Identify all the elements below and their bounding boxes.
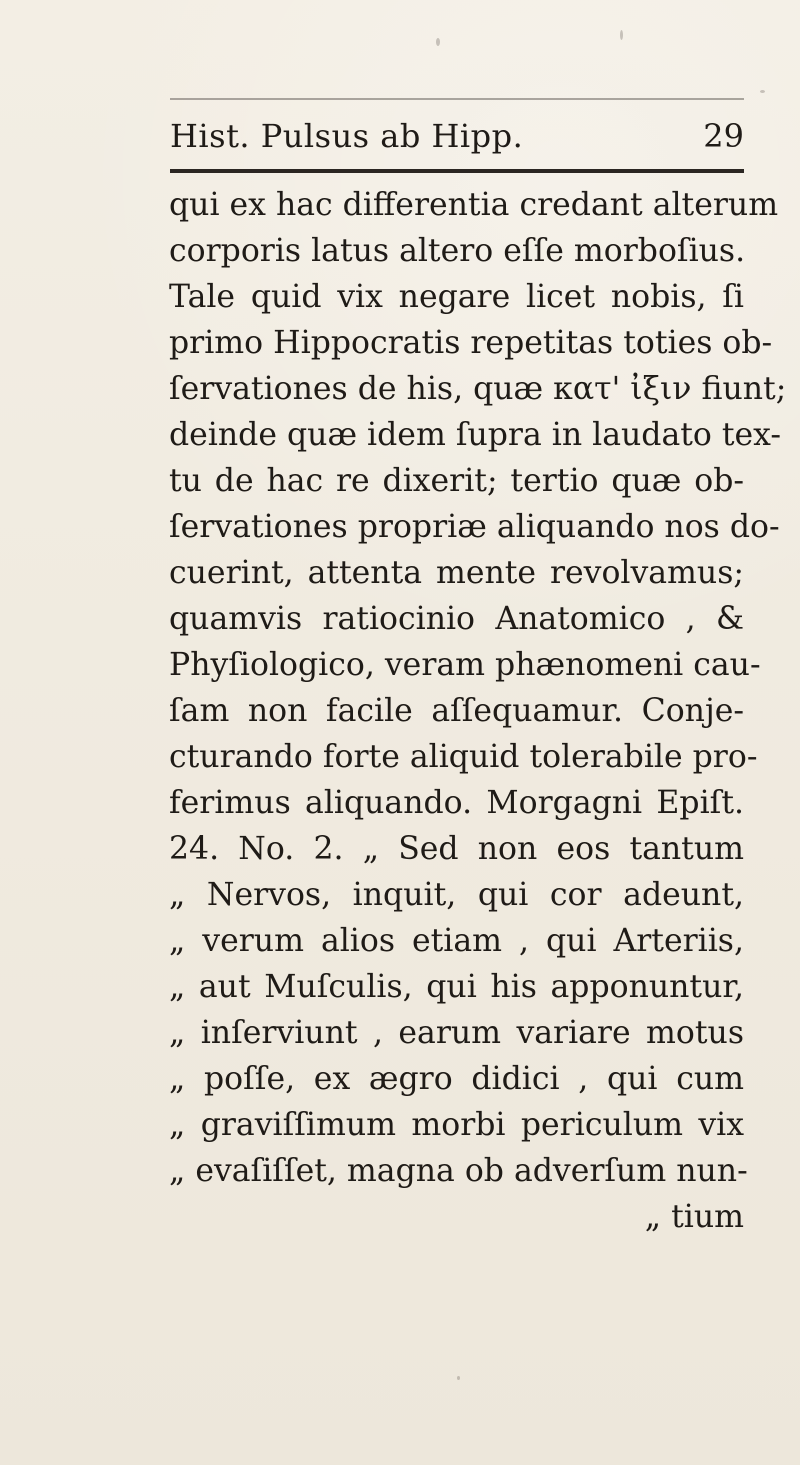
- text-line-9: cuerint, attenta mente revolvamus;: [169, 555, 744, 591]
- running-head: Hist. Pulsus ab Hipp.: [170, 117, 524, 155]
- text-line-2: corporis latus altero eſſe morboſius.: [169, 233, 746, 269]
- text-line-21: „ graviſſimum morbi periculum vix: [169, 1107, 744, 1143]
- text-line-12: ſam non facile aſſequamur. Conje-: [169, 693, 744, 729]
- page-header: [170, 117, 744, 161]
- text-line-19: „ inſerviunt , earum variare motus: [169, 1015, 744, 1051]
- text-line-20: „ poſſe, ex ægro didici , qui cum: [169, 1061, 744, 1097]
- body-text: [169, 182, 787, 1240]
- text-line-17: „ verum alios etiam , qui Arteriis,: [169, 923, 744, 959]
- page-number: 29: [703, 117, 744, 155]
- text-line-14: ferimus aliquando. Morgagni Epiſt.: [169, 785, 744, 821]
- text-line-3: Tale quid vix negare licet nobis, ſi: [169, 279, 744, 315]
- paper-speck: [760, 90, 765, 93]
- paper-speck: [436, 38, 440, 46]
- text-line-1: qui ex hac differentia credant alterum: [169, 187, 779, 223]
- text-line-4: primo Hippocratis repetitas toties ob-: [169, 325, 773, 361]
- text-line-16: „ Nervos, inquit, qui cor adeunt,: [169, 877, 744, 913]
- header-top-rule: [170, 98, 744, 100]
- text-line-6: deinde quæ idem ſupra in laudato tex-: [169, 417, 782, 453]
- paper-speck: [620, 30, 623, 40]
- paper-speck: [457, 1376, 460, 1380]
- text-line-7: tu de hac re dixerit; tertio quæ ob-: [169, 463, 744, 499]
- text-line-13: cturando forte aliquid tolerabile pro-: [169, 739, 758, 775]
- text-line-5: ſervationes de his, quæ κατ' ἰξιν fiunt;: [169, 371, 787, 407]
- text-line-23: „ tium: [644, 1199, 744, 1235]
- text-line-18: „ aut Muſculis, qui his apponuntur,: [169, 969, 744, 1005]
- text-line-15: 24. No. 2. „ Sed non eos tantum: [169, 831, 744, 867]
- text-line-8: ſervationes propriæ aliquando nos do-: [169, 509, 780, 545]
- text-line-10: quamvis ratiocinio Anatomico , &: [169, 601, 744, 637]
- header-divider: [170, 169, 744, 173]
- text-line-22: „ evaſiſſet, magna ob adverſum nun-: [169, 1153, 748, 1189]
- text-line-11: Phyſiologico, veram phænomeni cau-: [169, 647, 761, 683]
